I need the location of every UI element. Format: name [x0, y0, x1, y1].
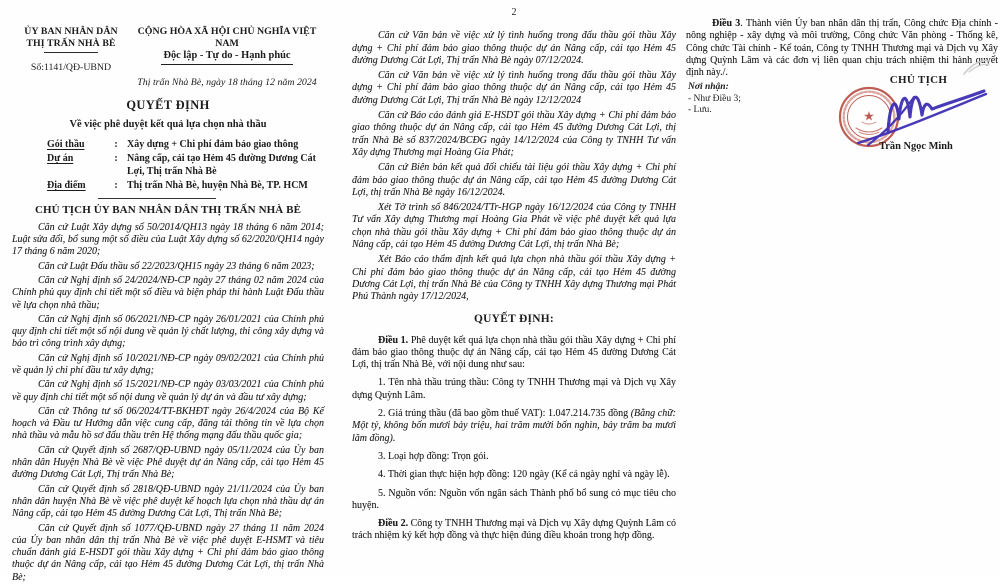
info-row-dia-diem	[47, 180, 324, 192]
paraph-mark-icon	[962, 57, 992, 79]
paragraph: 5. Nguồn vốn: Nguồn vốn ngân sách Thành phố bổ sung có mục tiêu cho huyện.	[352, 487, 676, 511]
info-label: Địa điểm	[47, 179, 86, 191]
dateline: Thị trấn Nhà Bè, ngày 18 tháng 12 năm 2024	[137, 76, 317, 88]
paragraph: Xét Báo cáo thẩm định kết quả lựa chọn nhà thầu gói thầu Xây dựng + Chi phí đảm bảo giao thông thuộc dự án Nâng cấp, cải tạo Hẻm 45 đường Dương Cát Lợi, thị trấn Nhà Bè của Công ty TNHH Xây dựng Thương mại Phát Phú Thành ngày 17/12/2024,	[352, 254, 676, 303]
document-header	[12, 26, 324, 89]
document-subtitle: Về việc phê duyệt kết quả lựa chọn nhà thầu	[69, 119, 267, 131]
recipient-line: - Như Điều 3;	[688, 93, 741, 104]
page-number: 2	[511, 7, 517, 18]
paragraph: Xét Tờ trình số 846/2024/TTr-HGP ngày 16/12/2024 của Công ty TNHH Tư vấn Xây dựng Thương mại Hoàng Gia Phát về việc phê duyệt kết quả lựa chọn nhà thầu gói thầu Xây dựng + Chi phí đảm bảo giao thông thuộc dự án Nâng cấp, cải tạo Hẻm 45 đường Dương Cát Lợi, thị trấn Nhà Bè;	[352, 202, 676, 251]
articles-page2	[352, 335, 676, 543]
org-name-line2: THỊ TRẤN NHÀ BÈ	[26, 38, 116, 49]
recitals-page1	[12, 222, 324, 584]
decision-heading: QUYẾT ĐỊNH:	[474, 312, 554, 325]
national-motto-block	[130, 26, 324, 89]
info-row-du-an	[47, 153, 324, 178]
info-row-goi-thau	[47, 139, 324, 151]
issuing-authority-block	[12, 26, 130, 89]
signer-name: Trần Ngọc Minh	[879, 141, 953, 152]
paragraph: Căn cứ Nghị định số 10/2021/NĐ-CP ngày 09/02/2021 của Chính phủ về quản lý chi phí đầu tư xây dựng;	[12, 352, 324, 376]
recipients-label: Nơi nhận:	[688, 82, 729, 92]
motto-line2: Độc lập - Tự do - Hạnh phúc	[161, 50, 292, 65]
paragraph: Căn cứ Quyết định số 1077/QĐ-UBND ngày 27 tháng 11 năm 2024 của Ủy ban nhân dân thị trấn Nhà Bè về việc phê duyệt E-HSMT và tiêu chuẩn đánh giá E-HSDT gói thầu Xây dựng + Chi phí đảm bảo giao thông thuộc dự án Nâng cấp, cải tạo Hẻm 45 đường Dương Cát Lợi, thị trấn Nhà Bè;	[12, 522, 324, 583]
paragraph: Căn cứ Nghị định số 06/2021/NĐ-CP ngày 26/01/2021 của Chính phủ quy định chi tiết một số nội dung về quản lý chất lượng, thi công xây dựng và bảo trì công trình xây dựng;	[12, 313, 324, 350]
paragraph: Căn cứ Quyết định số 2687/QĐ-UBND ngày 05/11/2024 của Ủy ban nhân dân Huyện Nhà Bè về việc Phê duyệt dự án Nâng cấp, cải tạo Hẻm 45 đường Dương Cát Lợi, Thị trấn Nhà Bè;	[12, 444, 324, 481]
signer-title: CHỦ TỊCH	[889, 74, 948, 86]
info-value: Thị trấn Nhà Bè, huyện Nhà Bè, TP. HCM	[127, 179, 308, 191]
articles-page3	[686, 18, 998, 79]
info-label: Dự án	[47, 153, 74, 165]
paragraph: Điều 2. Công ty TNHH Thương mại và Dịch vụ Xây dựng Quỳnh Lâm có trách nhiệm ký kết hợp đồng và thực hiện đúng điều khoản trong hợp đồng.	[352, 518, 676, 542]
page-2	[352, 0, 676, 549]
paragraph: Căn cứ Văn bản về việc xử lý tình huống trong đấu thầu gói thầu Xây dựng + Chi phí đảm bảo giao thông thuộc dự án Nâng cấp, cải tạo Hẻm 45 đường Dương Cát Lợi, Thị trấn Nhà Bè ngày 12/12/2024	[352, 70, 676, 106]
paragraph: Điều 3. Thành viên Ủy ban nhân dân thị trấn, Công chức Địa chính - nông nghiệp - xây dựng và môi trường, Công chức Văn phòng - Thống kê, Công chức Tài chính - Kế toán, Công ty TNHH Thương mại và Dịch vụ Xây dựng Quỳnh Lâm và các đơn vị liên quan chịu trách nhiệm thi hành quyết định này./.	[686, 18, 998, 79]
recipients-block	[688, 82, 741, 117]
info-label: Gói thầu	[47, 139, 85, 151]
info-value: Nâng cấp, cải tạo Hẻm 45 đường Dương Cát Lợi, Thị trấn Nhà Bè	[127, 153, 316, 177]
paragraph: Căn cứ Nghị định số 15/2021/NĐ-CP ngày 03/03/2021 của Chính phủ về quy định chi tiết một số nội dung về quản lý dự án và đầu tư xây dựng;	[12, 379, 324, 403]
section-divider	[98, 198, 216, 199]
info-separator: :	[114, 139, 118, 151]
paragraph: 4. Thời gian thực hiện hợp đồng: 120 ngày (Kể cả ngày nghỉ và ngày lễ).	[378, 469, 670, 481]
info-separator: :	[114, 153, 118, 165]
paragraph: Căn cứ Thông tư số 06/2024/TT-BKHĐT ngày 26/4/2024 của Bộ Kế hoạch và Đầu tư Hướng dẫn việc cung cấp, đăng tải thông tin về lựa chọn nhà thầu và mẫu hồ sơ đấu thầu trên Hệ thống mạng đấu thầu quốc gia;	[12, 405, 324, 442]
header-divider	[44, 52, 98, 53]
paragraph: Căn cứ Luật Đấu thầu số 22/2023/QH15 ngày 23 tháng 6 năm 2023;	[38, 260, 315, 272]
authority-heading: CHỦ TỊCH ỦY BAN NHÂN DÂN THỊ TRẤN NHÀ BÈ	[34, 204, 302, 217]
paragraph: 2. Giá trúng thầu (đã bao gồm thuế VAT): 1.047.214.735 đồng (Bằng chữ: Một tỷ, không bốn mươi bảy triệu, hai trăm mười bốn nghìn, bảy trăm ba mươi lăm đồng).	[352, 408, 676, 444]
seal-star: ★	[863, 108, 875, 124]
page-1	[12, 0, 324, 586]
paragraph: 1. Tên nhà thầu trúng thầu: Công ty TNHH Thương mại và Dịch vụ Xây dựng Quỳnh Lâm.	[352, 377, 676, 401]
document-number: Số:1141/QĐ-UBND	[30, 62, 112, 73]
info-separator: :	[114, 179, 118, 191]
recipient-line: - Lưu.	[688, 105, 712, 115]
paragraph: Căn cứ Quyết định số 2818/QĐ-UBND ngày 21/11/2024 của Ủy ban nhân dân huyện Nhà Bè về việc phê duyệt kế hoạch lựa chọn nhà thầu dự án Nâng cấp, cải tạo Hẻm 45 đường Dương Cát Lợi, Thị trấn Nhà Bè;	[12, 483, 324, 520]
motto-line1: CỘNG HÒA XÃ HỘI CHỦ NGHĨA VIỆT NAM	[137, 26, 317, 49]
paragraph: 3. Loại hợp đồng: Trọn gói.	[378, 450, 489, 462]
info-value: Xây dựng + Chi phí đảm bảo giao thông	[127, 139, 299, 151]
org-name-line1: ỦY BAN NHÂN DÂN	[24, 26, 118, 37]
document-title: QUYẾT ĐỊNH	[126, 97, 210, 112]
paragraph: Căn cứ Văn bản về việc xử lý tình huống trong đấu thầu gói thầu Xây dựng + Chi phí đảm bảo giao thông thuộc dự án Nâng cấp, cải tạo Hẻm 45 đường Dương Cát Lợi, Thị trấn Nhà Bè ngày 07/12/2024.	[352, 30, 676, 66]
page-3	[686, 0, 998, 152]
paragraph: Điều 1. Phê duyệt kết quả lựa chọn nhà thầu gói thầu Xây dựng + Chi phí đảm bảo giao thông thuộc dự án Nâng cấp, cải tạo Hẻm 45 đường Dương Cát Lợi, thị trấn Nhà Bè, với nội dung như sau:	[352, 334, 677, 371]
paragraph: Căn cứ Biên bản kết quả đối chiếu tài liệu gói thầu Xây dựng + Chi phí đảm bảo giao thông thuộc dự án Nâng cấp, cải tạo Hẻm 45 đường Dương Cát Lợi, thị trấn Nhà Bè ngày 16/12/2024.	[352, 162, 676, 198]
paragraph: Căn cứ Luật Xây dựng số 50/2014/QH13 ngày 18 tháng 6 năm 2014; Luật sửa đổi, bổ sung một số điều của Luật Xây dựng số 62/2020/QH14 ngày 17 tháng 6 năm 2020;	[12, 221, 324, 258]
paragraph: Căn cứ Nghị định số 24/2024/NĐ-CP ngày 27 tháng 02 năm 2024 của Chính phủ quy định chi tiết một số điều và biện pháp thi hành Luật Đấu thầu về lựa chọn nhà thầu;	[12, 274, 324, 311]
paragraph: Căn cứ Báo cáo đánh giá E-HSDT gói thầu Xây dựng + Chi phí đảm bảo giao thông thuộc dự án Nâng cấp, cải tạo Hẻm 45 đường Dương Cát Lợi, thị trấn Nhà Bè số 837/2024/BCĐG ngày 14/12/2024 của Công ty TNHH Tư vấn Xây dựng Thương mại Hoàng Gia Phát;	[352, 110, 676, 158]
recitals-page2	[352, 30, 676, 303]
info-table	[47, 139, 324, 192]
